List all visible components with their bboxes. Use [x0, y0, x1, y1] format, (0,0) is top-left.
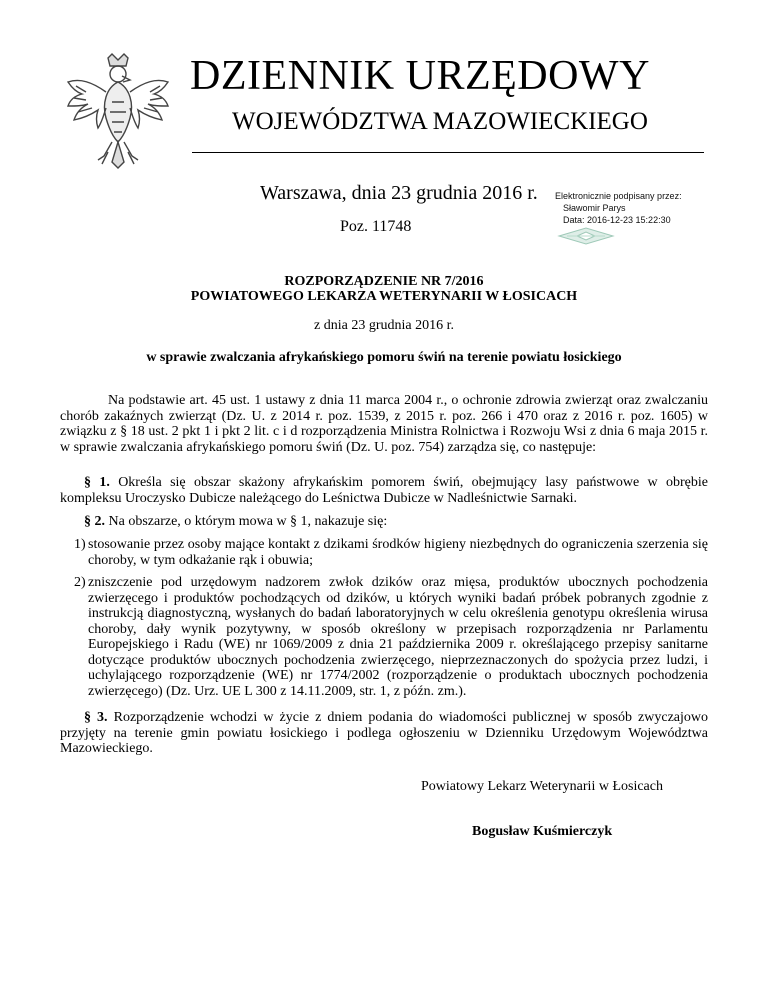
regulation-title-line1: ROZPORZĄDZENIE NR 7/2016: [284, 274, 484, 289]
regulation-subject: w sprawie zwalczania afrykańskiego pomoru świń na terenie powiatu łosickiego: [146, 350, 622, 365]
section-1: [60, 475, 708, 506]
list-item-number: 1): [74, 537, 86, 552]
journal-subtitle: WOJEWÓDZTWA MAZOWIECKIEGO: [232, 108, 648, 135]
section-2-text: Na obszarze, o którym mowa w § 1, nakazuje się:: [105, 514, 388, 529]
section-3-text: Rozporządzenie wchodzi w życie z dniem podania do wiadomości publicznej w sposób zwyczajowo przyjęty na terenie gmin powiatu łosickiego i podlega ogłoszeniu w Dzienniku Urzędowym Województwa Mazowieckiego.: [60, 710, 708, 756]
list-item: [60, 537, 708, 568]
signature-date: Data: 2016-12-23 15:22:30: [563, 215, 671, 225]
regulation-title-line2: POWIATOWEGO LEKARZA WETERYNARII W ŁOSICACH: [190, 289, 578, 304]
polish-eagle-icon: [62, 52, 174, 170]
section-1-text: Określa się obszar skażony afrykańskim pomorem świń, obejmujący lasy państwowe w obrębie kompleksu Uroczysko Dubicze należącego do Leśnictwa Dubicze w Nadleśnictwie Sarnaki.: [60, 475, 708, 506]
section-2: [60, 514, 708, 530]
electronic-signature: [555, 190, 730, 226]
signature-signer: Sławomir Parys: [563, 203, 626, 213]
journal-title: DZIENNIK URZĘDOWY: [190, 53, 650, 99]
regulation-date: z dnia 23 grudnia 2016 r.: [314, 318, 454, 333]
signer-name: Bogusław Kuśmierczyk: [472, 824, 613, 839]
section-2-label: § 2.: [84, 514, 105, 529]
list-item-number: 2): [74, 575, 86, 590]
section-1-label: § 1.: [84, 475, 110, 490]
list-item-text: stosowanie przez osoby mające kontakt z dzikami środków higieny niezbędnych do ograniczenia szerzenia się choroby, w tym odkażanie rąk i obuwia;: [88, 537, 708, 568]
signature-mark-icon: [557, 226, 615, 246]
header-divider: [192, 152, 704, 153]
signer-title: Powiatowy Lekarz Weterynarii w Łosicach: [421, 779, 663, 794]
regulation-title: [60, 274, 708, 304]
section-3-label: § 3.: [84, 710, 108, 725]
signature-label: Elektronicznie podpisany przez:: [555, 191, 682, 201]
legal-basis-paragraph: Na podstawie art. 45 ust. 1 ustawy z dnia 11 marca 2004 r., o ochronie zdrowia zwierząt oraz zwalczaniu chorób zakaźnych zwierząt (Dz. U. z 2014 r. poz. 1539, z 2015 r. poz. 266 i 470 oraz z 2016 r. poz. 1605) w związku z § 18 ust. 2 pkt 1 i pkt 2 lit. c i d rozporządzenia Ministra Rolnictwa i Rozwoju Wsi z dnia 6 maja 2015 r. w sprawie zwalczania afrykańskiego pomoru świń (Dz. U. poz. 754) zarządza się, co następuje:: [60, 393, 708, 455]
list-item-text: zniszczenie pod urzędowym nadzorem zwłok dzików oraz mięsa, produktów ubocznych pochodzenia zwierzęcego i produktów pochodzących od dzików, u których wyniki badań próbek pobranych zgodnie z instrukcją diagnostyczną, wysłanych do badań laboratoryjnych w celu określenia genotypu określenia wirusa choroby, dały wynik pozytywny, w sposób określony w przepisach rozporządzenia nr Parlamentu Europejskiego i Radu (WE) nr 1069/2009 z dnia 21 października 2009 r. określającego przepisy sanitarne dotyczące produktów ubocznych pochodzenia zwierzęcego, nieprzeznaczonych do spożycia przez ludzi, i uchylającego rozporządzenie (WE) nr 1774/2002 (rozporządzenie o produktach ubocznych pochodzenia zwierzęcego) (Dz. Urz. UE L 300 z 14.11.2009, str. 1, z późn. zm.).: [88, 575, 708, 699]
list-item: [60, 575, 708, 699]
publication-place-date: Warszawa, dnia 23 grudnia 2016 r.: [260, 182, 538, 204]
position-number: Poz. 11748: [340, 218, 412, 235]
section-3: [60, 710, 708, 757]
